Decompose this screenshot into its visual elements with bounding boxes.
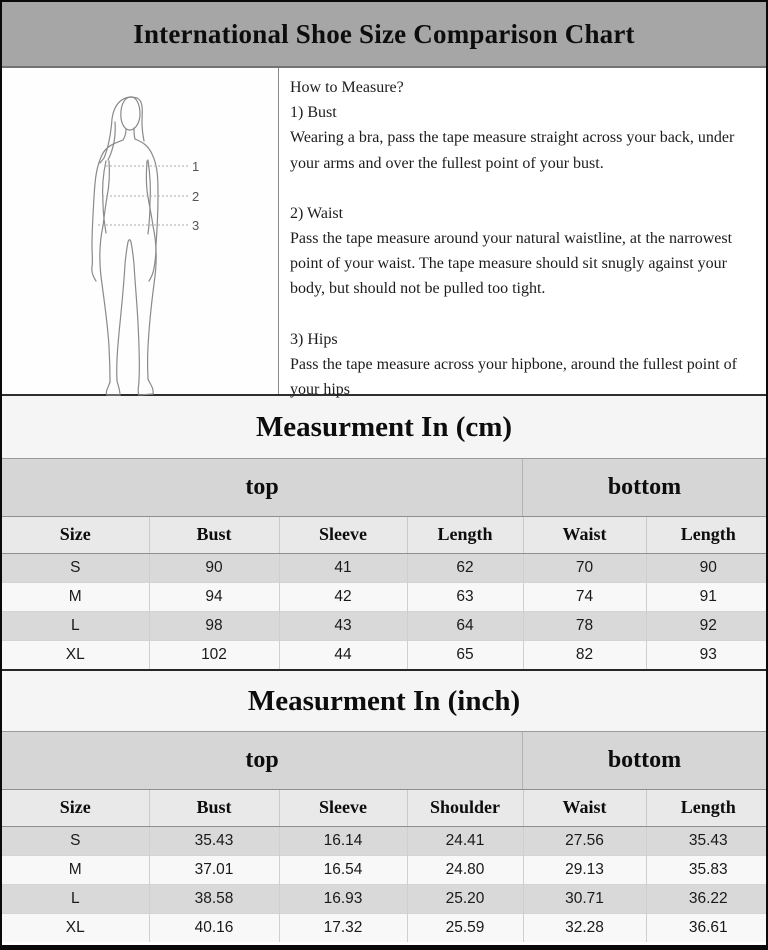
- page-header: [2, 2, 766, 68]
- value-cell: 42: [279, 582, 407, 611]
- waist-label: 2: [192, 189, 200, 204]
- value-cell: 64: [407, 611, 523, 640]
- column-header: Waist: [523, 517, 646, 553]
- value-cell: 102: [149, 640, 279, 669]
- table-row: [2, 553, 768, 582]
- column-header: Length: [407, 517, 523, 553]
- size-cell: S: [2, 826, 149, 855]
- value-cell: 41: [279, 553, 407, 582]
- value-cell: 40.16: [149, 913, 279, 942]
- value-cell: 98: [149, 611, 279, 640]
- table-row: [2, 611, 768, 640]
- cm-section: [2, 396, 766, 669]
- cm-group-bottom: bottom: [607, 474, 682, 500]
- value-cell: 74: [523, 582, 646, 611]
- instruction-hips-title: 3) Hips: [290, 330, 338, 348]
- size-cell: XL: [2, 913, 149, 942]
- body-measurement-figure: [2, 68, 279, 394]
- value-cell: 16.54: [279, 855, 407, 884]
- bust-label: 1: [192, 159, 200, 174]
- table-row: [2, 855, 768, 884]
- value-cell: 65: [407, 640, 523, 669]
- instruction-hips-body: Pass the tape measure across your hipbone, around the fullest point of your hips: [290, 355, 737, 399]
- inch-group-band: [2, 732, 766, 790]
- inch-size-table: [2, 790, 768, 942]
- value-cell: 70: [523, 553, 646, 582]
- column-header: Sleeve: [279, 517, 407, 553]
- table-row: [2, 582, 768, 611]
- value-cell: 90: [646, 553, 768, 582]
- value-cell: 92: [646, 611, 768, 640]
- value-cell: 27.56: [523, 826, 646, 855]
- inch-group-bottom: bottom: [607, 747, 682, 773]
- value-cell: 25.59: [407, 913, 523, 942]
- value-cell: 32.28: [523, 913, 646, 942]
- value-cell: 24.80: [407, 855, 523, 884]
- hip-label: 3: [192, 218, 200, 233]
- value-cell: 16.93: [279, 884, 407, 913]
- column-header: Waist: [523, 790, 646, 826]
- value-cell: 16.14: [279, 826, 407, 855]
- column-header: Sleeve: [279, 790, 407, 826]
- size-cell: M: [2, 582, 149, 611]
- cm-group-band: [2, 459, 766, 517]
- size-cell: L: [2, 611, 149, 640]
- value-cell: 36.61: [646, 913, 768, 942]
- inch-section-title: Measurment In (inch): [247, 684, 521, 717]
- table-row: [2, 826, 768, 855]
- value-cell: 25.20: [407, 884, 523, 913]
- value-cell: 37.01: [149, 855, 279, 884]
- value-cell: 62: [407, 553, 523, 582]
- column-header: Bust: [149, 790, 279, 826]
- size-cell: M: [2, 855, 149, 884]
- value-cell: 36.22: [646, 884, 768, 913]
- value-cell: 35.83: [646, 855, 768, 884]
- column-header: Length: [646, 790, 768, 826]
- inch-group-top: top: [2, 732, 523, 789]
- size-cell: S: [2, 553, 149, 582]
- column-header: Size: [2, 517, 149, 553]
- cm-size-table: [2, 517, 768, 669]
- value-cell: 30.71: [523, 884, 646, 913]
- value-cell: 29.13: [523, 855, 646, 884]
- value-cell: 91: [646, 582, 768, 611]
- column-header: Bust: [149, 517, 279, 553]
- value-cell: 35.43: [149, 826, 279, 855]
- value-cell: 63: [407, 582, 523, 611]
- value-cell: 93: [646, 640, 768, 669]
- female-silhouette-illustration: [2, 68, 279, 396]
- instruction-waist-body: Pass the tape measure around your natural waistline, at the narrowest point of your waist. The tape measure should sit snugly against your body, but should not be pulled too tight.: [290, 230, 733, 298]
- cm-section-title-band: [2, 396, 766, 459]
- value-cell: 90: [149, 553, 279, 582]
- page-title: International Shoe Size Comparison Chart: [133, 18, 635, 49]
- measure-guide: [2, 68, 766, 399]
- column-header: Size: [2, 790, 149, 826]
- inch-section: [2, 669, 766, 942]
- measure-instructions: [279, 68, 766, 399]
- value-cell: 94: [149, 582, 279, 611]
- value-cell: 17.32: [279, 913, 407, 942]
- table-row: [2, 913, 768, 942]
- cm-table-header-row: [2, 517, 768, 553]
- cm-group-top: top: [2, 459, 523, 516]
- inch-section-title-band: [2, 671, 766, 732]
- size-cell: XL: [2, 640, 149, 669]
- instructions-heading: How to Measure?: [290, 79, 404, 96]
- table-row: [2, 640, 768, 669]
- instruction-bust-body: Wearing a bra, pass the tape measure straight across your back, under your arms and over the fullest point of your bust.: [290, 129, 735, 172]
- value-cell: 78: [523, 611, 646, 640]
- column-header: Shoulder: [407, 790, 523, 826]
- value-cell: 82: [523, 640, 646, 669]
- instruction-waist-title: 2) Waist: [290, 204, 344, 222]
- value-cell: 35.43: [646, 826, 768, 855]
- value-cell: 44: [279, 640, 407, 669]
- value-cell: 38.58: [149, 884, 279, 913]
- table-row: [2, 884, 768, 913]
- size-cell: L: [2, 884, 149, 913]
- value-cell: 24.41: [407, 826, 523, 855]
- column-header: Length: [646, 517, 768, 553]
- instruction-bust-title: 1) Bust: [290, 104, 337, 122]
- value-cell: 43: [279, 611, 407, 640]
- inch-table-header-row: [2, 790, 768, 826]
- cm-section-title: Measurment In (cm): [255, 410, 513, 443]
